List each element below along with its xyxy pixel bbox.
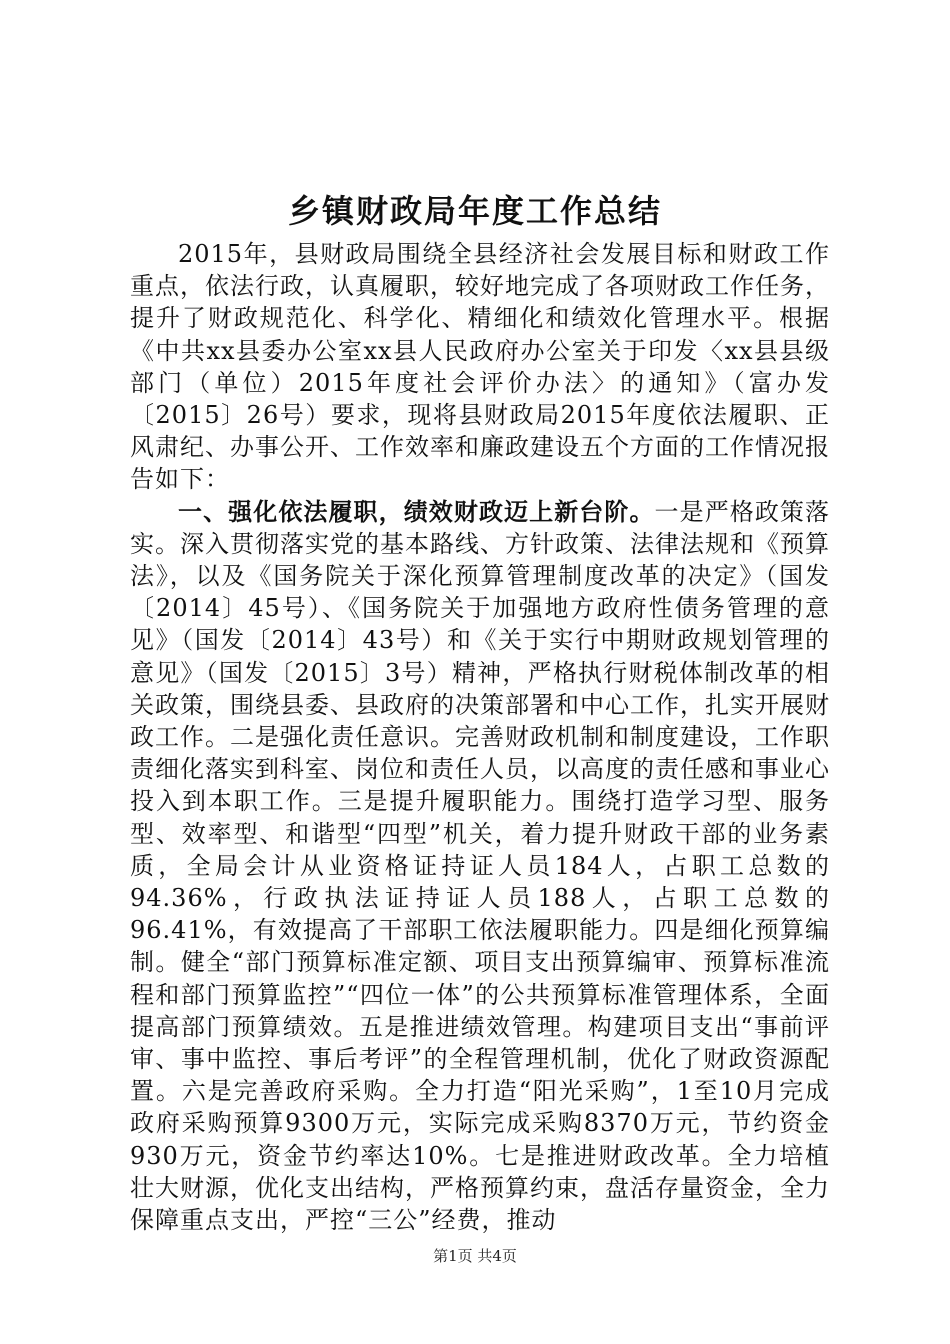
section-1-heading: 一、强化依法履职，绩效财政迈上新台阶。	[178, 497, 655, 526]
intro-paragraph: 2015年，县财政局围绕全县经济社会发展目标和财政工作重点，依法行政，认真履职，较好地完成了各项财政工作任务，提升了财政规范化、科学化、精细化和绩效化管理水平。根据《中共xx县委办公室xx县人民政府办公室关于印发〈xx县县级部门（单位）2015年度社会评价办法〉的通知》（富办发〔2015〕26号）要求，现将县财政局2015年度依法履职、正风肃纪、办事公开、工作效率和廉政建设五个方面的工作情况报告如下：	[130, 240, 830, 494]
document-body	[130, 238, 830, 1236]
page-footer: 第1页 共4页	[433, 1247, 517, 1265]
document-title: 乡镇财政局年度工作总结	[287, 192, 662, 230]
section-1-paragraph	[130, 496, 830, 1237]
section-1-text: 一是严格政策落实。深入贯彻落实党的基本路线、方针政策、法律法规和《预算法》，以及《国务院关于深化预算管理制度改革的决定》（国发〔2014〕45号）、《国务院关于加强地方政府性债务管理的意见》（国发〔2014〕43号）和《关于实行中期财政规划管理的意见》（国发〔2015〕3号）精神，严格执行财税体制改革的相关政策，围绕县委、县政府的决策部署和中心工作，扎实开展财政工作。二是强化责任意识。完善财政机制和制度建设，工作职责细化落实到科室、岗位和责任人员，以高度的责任感和事业心投入到本职工作。三是提升履职能力。围绕打造学习型、服务型、效率型、和谐型“四型”机关，着力提升财政干部的业务素质，全局会计从业资格证持证人员184人，占职工总数的94.36%，行政执法证持证人员188人，占职工总数的96.41%，有效提高了干部职工依法履职能力。四是细化预算编制。健全“部门预算标准定额、项目支出预算编审、预算标准流程和部门预算监控”“四位一体”的公共预算标准管理体系，全面提高部门预算绩效。五是推进绩效管理。构建项目支出“事前评审、事中监控、事后考评”的全程管理机制，优化了财政资源配置。六是完善政府采购。全力打造“阳光采购”，1至10月完成政府采购预算9300万元，实际完成采购8370万元，节约资金930万元，资金节约率达10%。七是推进财政改革。全力培植壮大财源，优化支出结构，严格预算约束，盘活存量资金，全力保障重点支出，严控“三公”经费，推动	[130, 497, 831, 1235]
